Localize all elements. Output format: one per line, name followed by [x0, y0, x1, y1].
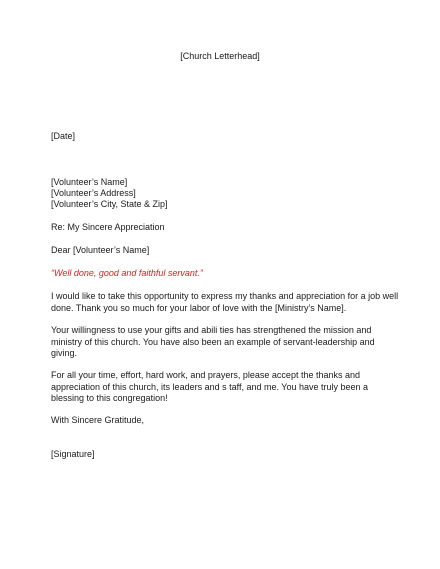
paragraph-line: ministry of this church. You have also been an example of servant-leadership and [51, 336, 375, 347]
scripture-quote: “Well done, good and faithful servant.” [51, 268, 203, 278]
paragraph-line: appreciation of this church, its leaders and s taff, and me. You have truly been a [51, 381, 369, 392]
salutation: Dear [Volunteer’s Name] [51, 245, 150, 255]
paragraph-line: For all your time, effort, hard work, and prayers, please accept the thanks and [51, 370, 360, 380]
paragraph-line: done. Thank you so much for your labor of love with the [Ministry’s Name]. [51, 302, 347, 313]
paragraph-line: I would like to take this opportunity to express my thanks and appreciation for a job well [51, 291, 399, 301]
paragraph-line: giving. [51, 348, 78, 358]
recipient-address: [Volunteer’s Address] [51, 188, 136, 198]
paragraph-line: Your willingness to use your gifts and abili ties has strengthened the mission and [51, 325, 372, 335]
paragraph-line: blessing to this congregation! [51, 393, 168, 403]
paragraph-blessing [51, 370, 371, 405]
signature-placeholder: [Signature] [51, 449, 95, 459]
recipient-name: [Volunteer’s Name] [51, 177, 128, 187]
date-placeholder: [Date] [51, 131, 76, 141]
letterhead-placeholder: [Church Letterhead] [180, 51, 260, 61]
paragraph-thanks [51, 291, 399, 314]
paragraph-willingness [51, 325, 375, 360]
subject-line: Re: My Sincere Appreciation [51, 222, 165, 232]
closing: With Sincere Gratitude, [51, 415, 145, 425]
recipient-city-state-zip: [Volunteer’s City, State & Zip] [51, 199, 168, 209]
